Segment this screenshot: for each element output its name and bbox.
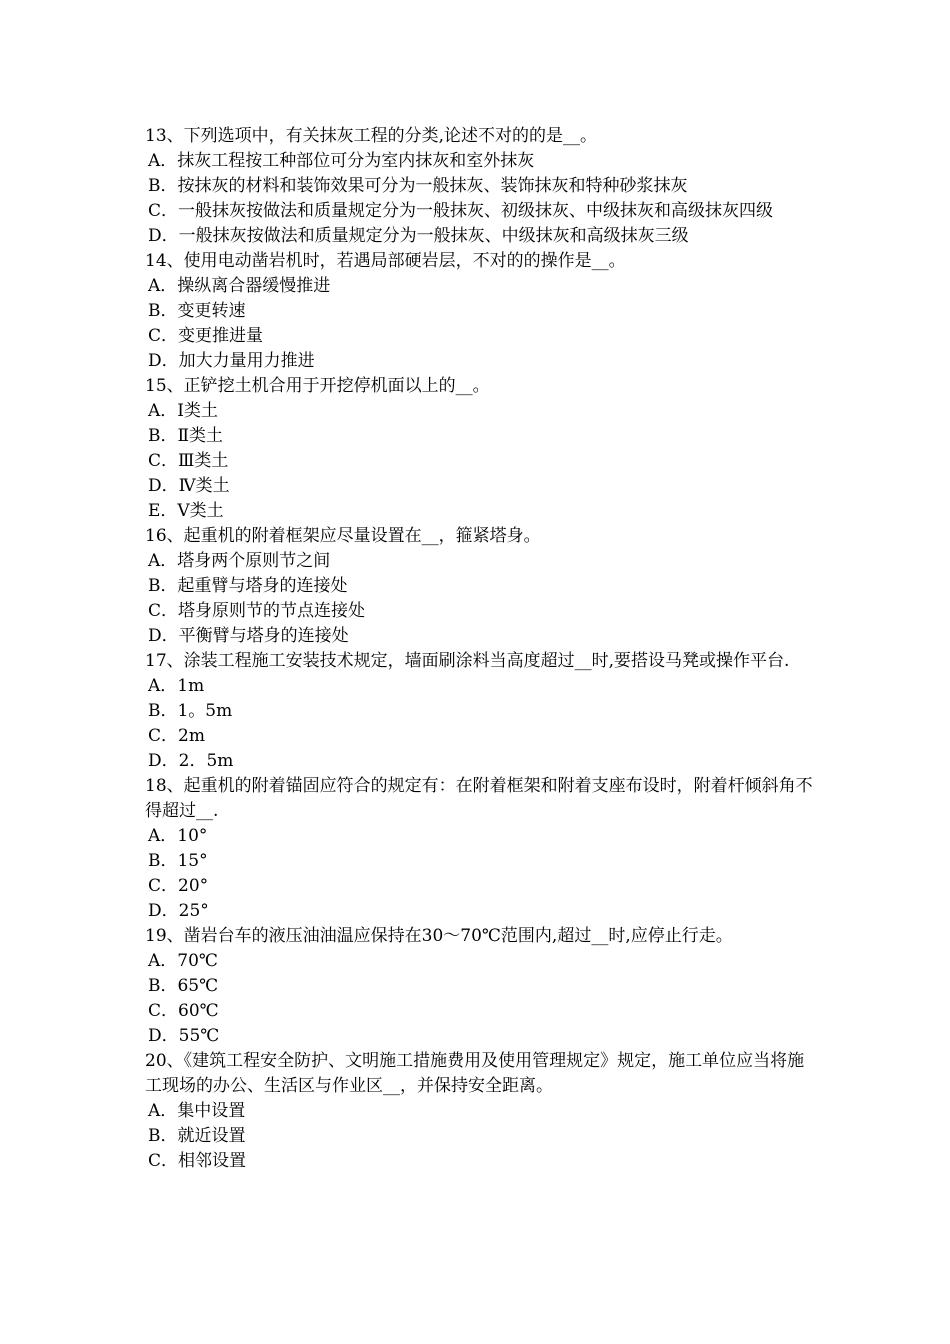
option-c: C．Ⅲ类土 bbox=[148, 451, 229, 471]
option-b: B．就近设置 bbox=[148, 1126, 246, 1146]
question-15 bbox=[145, 374, 813, 524]
question-14 bbox=[145, 249, 813, 374]
option-b: B．Ⅱ类土 bbox=[148, 426, 224, 446]
option-d: D．25° bbox=[148, 901, 209, 921]
question-16 bbox=[145, 524, 813, 649]
option-a: A．Ⅰ类土 bbox=[148, 401, 218, 421]
option-a: A．抹灰工程按工种部位可分为室内抹灰和室外抹灰 bbox=[148, 151, 535, 171]
option-c: C．20° bbox=[148, 876, 209, 896]
option-d: D．加大力量用力推进 bbox=[148, 351, 315, 371]
option-c: C．60℃ bbox=[148, 1001, 219, 1021]
question-stem: 15、正铲挖土机合用于开挖停机面以上的__。 bbox=[145, 376, 490, 396]
option-c: C．2m bbox=[148, 726, 205, 746]
option-b: B．1。5m bbox=[148, 701, 233, 721]
option-b: B．变更转速 bbox=[148, 301, 246, 321]
option-c: C．变更推进量 bbox=[148, 326, 264, 346]
question-stem: 16、起重机的附着框架应尽量设置在__，箍紧塔身。 bbox=[145, 526, 541, 546]
question-stem: 17、涂装工程施工安装技术规定，墙面刷涂料当高度超过__时,要搭设马凳或操作平台. bbox=[145, 651, 790, 671]
option-a: A．10° bbox=[148, 826, 208, 846]
option-b: B．65℃ bbox=[148, 976, 219, 996]
option-d: D．一般抹灰按做法和质量规定分为一般抹灰、中级抹灰和高级抹灰三级 bbox=[148, 226, 689, 246]
option-d: D．55℃ bbox=[148, 1026, 220, 1046]
question-17 bbox=[145, 649, 813, 774]
option-c: C．相邻设置 bbox=[148, 1151, 247, 1171]
option-c: C．一般抹灰按做法和质量规定分为一般抹灰、初级抹灰、中级抹灰和高级抹灰四级 bbox=[148, 201, 774, 221]
option-a: A．塔身两个原则节之间 bbox=[148, 551, 331, 571]
option-a: A．70℃ bbox=[148, 951, 218, 971]
option-b: B．15° bbox=[148, 851, 208, 871]
question-18 bbox=[145, 774, 813, 924]
option-d: D．Ⅳ类土 bbox=[148, 476, 230, 496]
question-13 bbox=[145, 124, 813, 249]
option-a: A．操纵离合器缓慢推进 bbox=[148, 276, 331, 296]
option-a: A．集中设置 bbox=[148, 1101, 246, 1121]
option-a: A．1m bbox=[148, 676, 205, 696]
question-19 bbox=[145, 924, 813, 1049]
question-20 bbox=[145, 1049, 813, 1174]
option-b: B．按抹灰的材料和装饰效果可分为一般抹灰、装饰抹灰和特种砂浆抹灰 bbox=[148, 176, 688, 196]
question-stem: 14、使用电动凿岩机时，若遇局部硬岩层，不对的的操作是__。 bbox=[145, 251, 626, 271]
option-d: D．平衡臂与塔身的连接处 bbox=[148, 626, 349, 646]
option-b: B．起重臂与塔身的连接处 bbox=[148, 576, 348, 596]
question-stem: 18、起重机的附着锚固应符合的规定有：在附着框架和附着支座布设时，附着杆倾斜角不得超过__. bbox=[145, 776, 813, 821]
question-stem: 19、凿岩台车的液压油油温应保持在30～70℃范围内,超过__时,应停止行走。 bbox=[145, 926, 733, 946]
question-stem: 20、《建筑工程安全防护、文明施工措施费用及使用管理规定》规定，施工单位应当将施工现场的办公、生活区与作业区__，并保持安全距离。 bbox=[145, 1051, 805, 1096]
option-d: D．2．5m bbox=[148, 751, 234, 771]
document-body bbox=[145, 124, 813, 1174]
question-stem: 13、下列选项中，有关抹灰工程的分类,论述不对的的是__。 bbox=[145, 126, 598, 146]
option-e: E．Ⅴ类土 bbox=[148, 501, 224, 521]
option-c: C．塔身原则节的节点连接处 bbox=[148, 601, 366, 621]
